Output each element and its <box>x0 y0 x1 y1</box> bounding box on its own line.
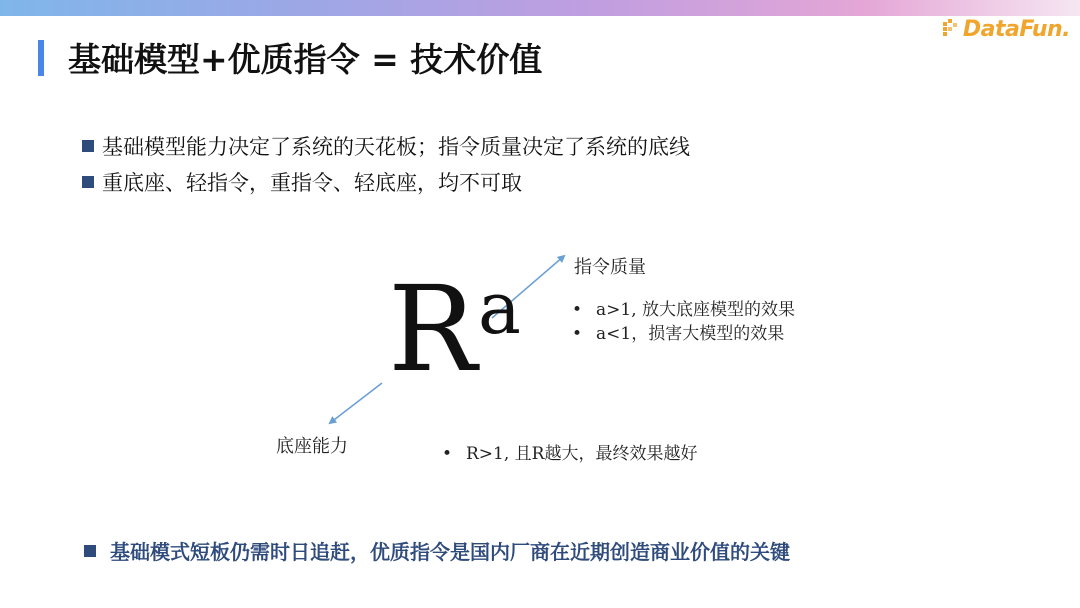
exponent-symbol: a <box>478 266 521 350</box>
base-symbol: R <box>388 260 477 398</box>
base-axis-label: 底座能力 <box>276 436 348 457</box>
base-note <box>442 442 697 466</box>
exponent-note-text: a>1, 放大底座模型的效果 <box>596 300 796 320</box>
conclusion-text: 基础模式短板仍需时日追赶，优质指令是国内厂商在近期创造商业价值的关键 <box>110 540 790 564</box>
square-bullet-icon <box>84 545 96 557</box>
logo-text: DataFun. <box>962 16 1070 42</box>
base-notes <box>442 442 697 466</box>
exponent-note-text: a<1，损害大模型的效果 <box>596 324 785 344</box>
exponent-note <box>572 298 795 322</box>
base-arrow <box>330 383 382 423</box>
bullet-dot-icon: • <box>572 324 583 344</box>
conclusion <box>84 536 790 565</box>
exponent-notes <box>572 298 795 346</box>
bullet-dot-icon: • <box>442 444 453 464</box>
page-title: 基础模型+优质指令 = 技术价值 <box>68 40 543 79</box>
base-note-text: R>1, 且R越大，最终效果越好 <box>466 444 698 464</box>
key-point-text: 重底座、轻指令，重指令、轻底座，均不可取 <box>102 171 522 195</box>
exponent-axis-label: 指令质量 <box>574 257 646 278</box>
key-point-text: 基础模型能力决定了系统的天花板；指令质量决定了系统的底线 <box>102 135 690 159</box>
bullet-dot-icon: • <box>572 300 583 320</box>
exponent-note <box>572 322 795 346</box>
